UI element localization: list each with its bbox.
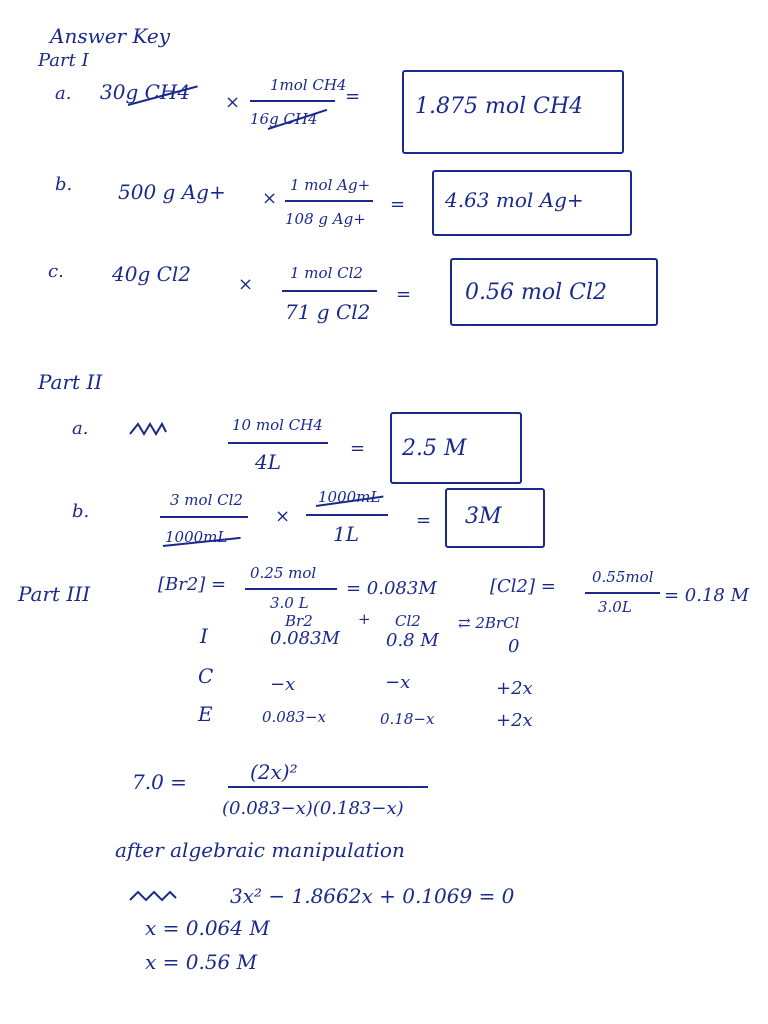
ice-change-br2: −x <box>270 674 296 695</box>
part2-b-denominator1: 1000mL <box>165 528 228 546</box>
part2-heading: Part II <box>38 370 103 394</box>
scribble-mark <box>128 888 178 906</box>
ice-header-brcl: ⇄ 2BrCl <box>458 614 520 632</box>
ice-equilibrium-br2: 0.083−x <box>262 708 326 726</box>
part2-b-numerator1: 3 mol Cl2 <box>170 491 243 509</box>
fraction-bar <box>160 516 248 518</box>
equals-sign: = <box>350 438 366 459</box>
part1-c-given: 40g Cl2 <box>112 262 192 286</box>
fraction-bar <box>245 588 337 590</box>
ice-header-plus: + <box>358 610 371 628</box>
part2-b-answer: 3M <box>465 504 502 529</box>
scribble-mark <box>128 420 168 438</box>
equals-sign: = <box>390 194 406 215</box>
quadratic-equation: 3x² − 1.8662x + 0.1069 = 0 <box>230 884 515 908</box>
cl2-numerator: 0.55mol <box>592 568 654 586</box>
ice-change-brcl: +2x <box>496 678 533 699</box>
part1-a-label: a. <box>55 83 72 104</box>
equals-sign: = <box>345 86 361 107</box>
times-sign: × <box>275 506 291 527</box>
part1-b-answer: 4.63 mol Ag+ <box>445 188 584 212</box>
k-numerator: (2x)² <box>250 760 298 784</box>
part2-a-denominator: 4L <box>255 450 282 474</box>
fraction-bar <box>585 592 660 594</box>
fraction-bar <box>285 200 373 202</box>
part1-b-denominator: 108 g Ag+ <box>285 210 366 228</box>
part1-b-label: b. <box>55 174 73 195</box>
part1-c-numerator: 1 mol Cl2 <box>290 264 363 282</box>
page-title: Answer Key <box>50 24 170 48</box>
cl2-concentration-label: [Cl2] = <box>490 576 556 597</box>
br2-result: = 0.083M <box>346 578 437 599</box>
times-sign: × <box>238 274 254 295</box>
part2-a-answer: 2.5 M <box>402 436 467 461</box>
part1-a-given: 30g CH4 <box>100 80 191 104</box>
fraction-bar <box>250 100 335 102</box>
fraction-bar <box>228 442 328 444</box>
part1-a-numerator: 1mol CH4 <box>270 76 347 94</box>
ice-initial-br2: 0.083M <box>270 628 340 649</box>
ice-header-cl2: Cl2 <box>395 612 421 630</box>
br2-concentration-label: [Br2] = <box>158 574 227 595</box>
algebra-note: after algebraic manipulation <box>115 838 405 862</box>
part1-heading: Part I <box>38 50 89 71</box>
ice-change-cl2: −x <box>385 672 411 693</box>
part1-c-label: c. <box>48 261 64 282</box>
part1-b-numerator: 1 mol Ag+ <box>290 176 371 194</box>
k-denominator: (0.083−x)(0.183−x) <box>222 798 404 819</box>
equals-sign: = <box>416 510 432 531</box>
part1-b-given: 500 g Ag+ <box>118 180 226 204</box>
part2-a-label: a. <box>72 418 89 439</box>
solution-x2: x = 0.56 M <box>145 950 258 974</box>
cl2-result: = 0.18 M <box>664 585 750 606</box>
ice-row-label: C <box>198 664 214 688</box>
br2-denominator: 3.0 L <box>270 594 309 612</box>
ice-initial-cl2: 0.8 M <box>386 630 439 651</box>
k-value: 7.0 = <box>132 770 187 794</box>
br2-numerator: 0.25 mol <box>250 564 317 582</box>
times-sign: × <box>262 188 278 209</box>
solution-x1: x = 0.064 M <box>145 916 270 940</box>
part2-b-denominator2: 1L <box>333 522 360 546</box>
part1-c-answer: 0.56 mol Cl2 <box>465 280 607 305</box>
ice-equilibrium-cl2: 0.18−x <box>380 710 435 728</box>
ice-header-br2: Br2 <box>285 612 313 630</box>
ice-initial-brcl: 0 <box>508 636 520 657</box>
ice-equilibrium-brcl: +2x <box>496 710 533 731</box>
cl2-denominator: 3.0L <box>598 598 632 616</box>
times-sign: × <box>225 92 241 113</box>
ice-row-label: E <box>198 702 213 726</box>
part1-a-answer: 1.875 mol CH4 <box>415 94 584 119</box>
part2-b-label: b. <box>72 501 90 522</box>
part1-c-denominator: 71 g Cl2 <box>285 300 371 324</box>
fraction-bar <box>282 290 377 292</box>
part1-a-denominator: 16g CH4 <box>250 110 318 128</box>
part3-heading: Part III <box>18 582 91 606</box>
fraction-bar <box>306 514 388 516</box>
equals-sign: = <box>396 284 412 305</box>
ice-row-label: I <box>200 624 208 648</box>
part2-a-numerator: 10 mol CH4 <box>232 416 323 434</box>
part2-b-numerator2: 1000mL <box>318 488 381 506</box>
fraction-bar <box>228 786 428 788</box>
